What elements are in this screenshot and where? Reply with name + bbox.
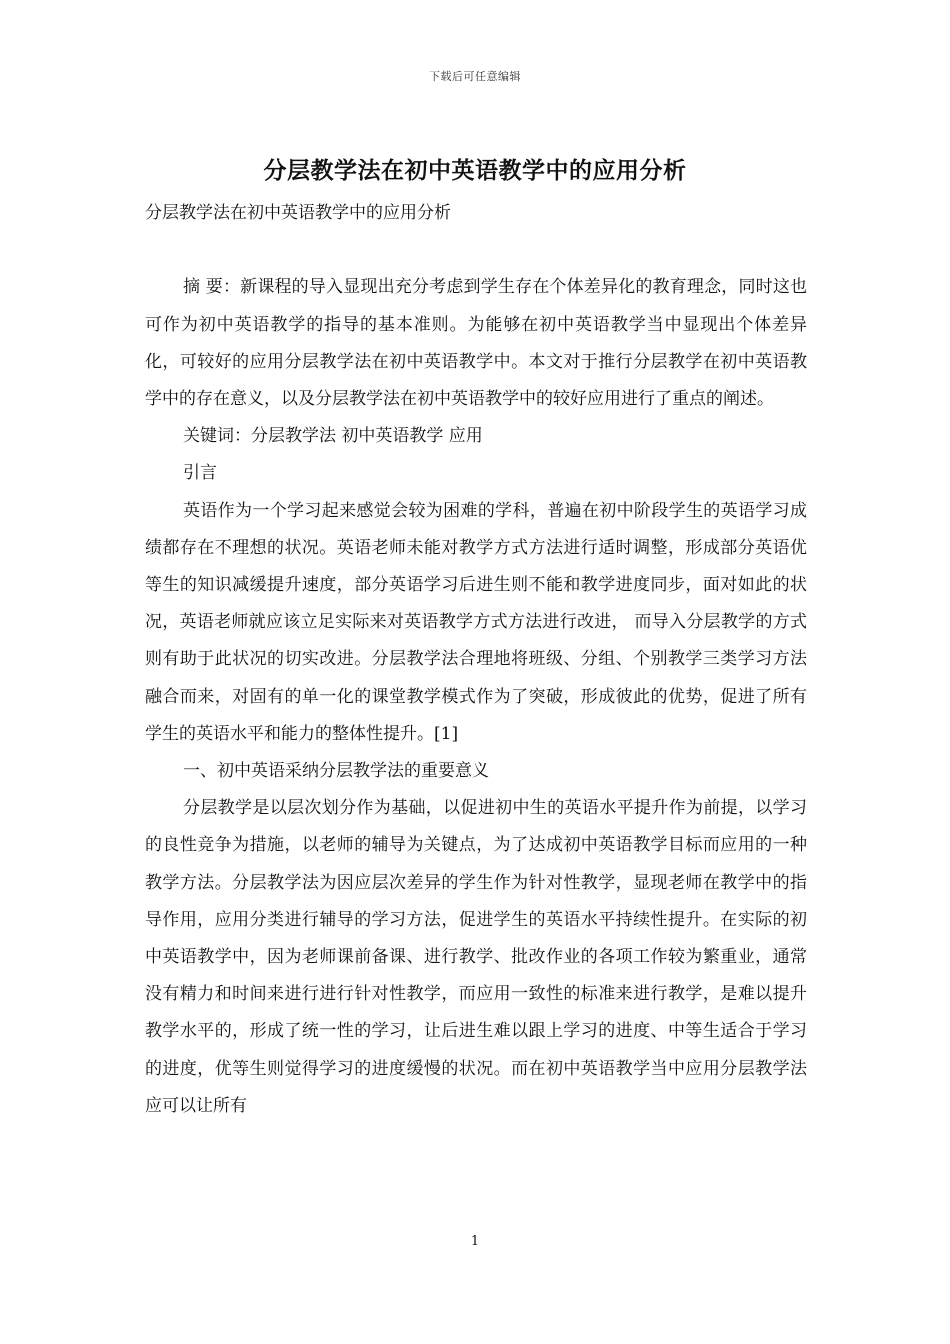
blank-line (145, 232, 807, 269)
page-number: 1 (470, 1234, 480, 1249)
section1-paragraph: 分层教学是以层次划分作为基础，以促进初中生的英语水平提升作为前提，以学习的良性竞争为措施，以老师的辅导为关键点，为了达成初中英语教学目标而应用的一种教学方法。分层教学法为因应层次差异的学生作为针对性教学，显现老师在教学中的指导作用，应用分类进行辅导的学习方法，促进学生的英语水平持续性提升。在实际的初中英语教学中，因为老师课前备课、进行教学、批改作业的各项工作较为繁重业，通常没有精力和时间来进行进行针对性教学，而应用一致性的标准来进行教学，是难以提升教学水平的，形成了统一性的学习，让后进生难以跟上学习的进度、中等生适合于学习的进度，优等生则觉得学习的进度缓慢的状况。而在初中英语教学当中应用分层教学法应可以让所有 (145, 798, 807, 1116)
keywords-line: 关键词：分层教学法 初中英语教学 应用 (183, 426, 483, 447)
document-title: 分层教学法在初中英语教学中的应用分析 (263, 157, 687, 184)
document-body (145, 195, 807, 1125)
section1-heading: 一、初中英语采纳分层教学法的重要意义 (183, 761, 489, 782)
intro-paragraph: 英语作为一个学习起来感觉会较为困难的学科，普遍在初中阶段学生的英语学习成绩都存在不理想的状况。英语老师未能对教学方式方法进行适时调整，形成部分英语优等生的知识减缓提升速度，部分英语学习后进生则不能和教学进度同步，面对如此的状况，英语老师就应该立足实际来对英语教学方式方法进行改进， 而导入分层教学的方式则有助于此状况的切实改进。分层教学法合理地将班级、分组、个别教学三类学习方法融合而来，对固有的单一化的课堂教学模式作为了突破，形成彼此的优势，促进了所有学生的英语水平和能力的整体性提升。[1] (145, 500, 807, 744)
intro-heading: 引言 (183, 463, 217, 484)
subtitle: 分层教学法在初中英语教学中的应用分析 (145, 203, 451, 223)
header-note: 下载后可任意编辑 (429, 70, 521, 83)
abstract-paragraph: 摘 要：新课程的导入显现出充分考虑到学生存在个体差异化的教育理念，同时这也可作为初中英语教学的指导的基本准则。为能够在初中英语教学当中显现出个体差异化，可较好的应用分层教学法在初中英语教学中。本文对于推行分层教学在初中英语教学中的存在意义，以及分层教学法在初中英语教学中的较好应用进行了重点的阐述。 (145, 277, 807, 409)
